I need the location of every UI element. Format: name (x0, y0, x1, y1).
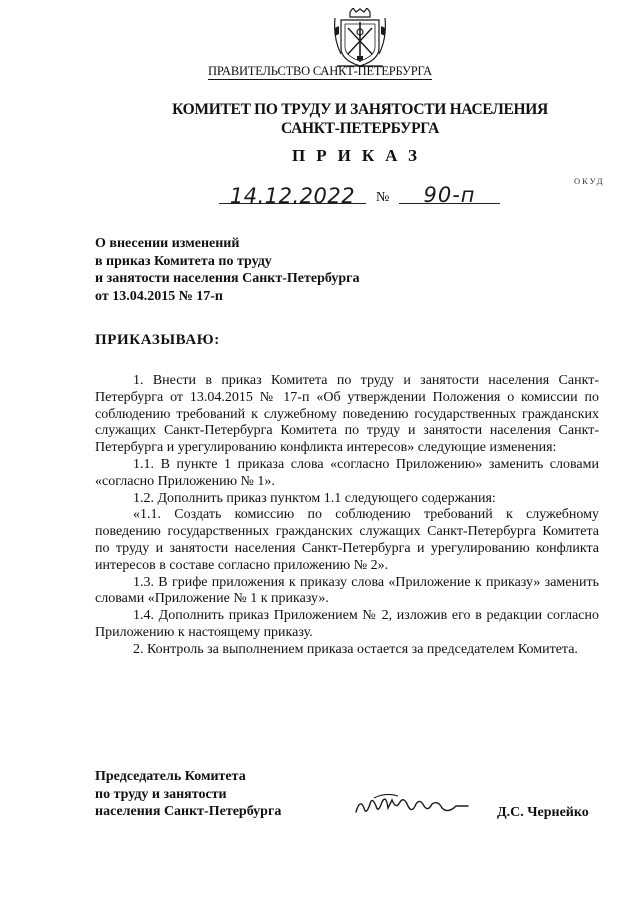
paragraph-1-2: 1.2. Дополнить приказ пунктом 1.1 следующего содержания: (133, 490, 496, 506)
subject-line: О внесении изменений (95, 236, 240, 251)
coat-of-arms-emblem (333, 8, 387, 68)
committee-title-line2: САНКТ-ПЕТЕРБУРГА (280, 120, 440, 137)
signatory-name: Д.С. Чернейко (497, 805, 589, 820)
order-subject (95, 235, 360, 305)
signatory-title-line: Председатель Комитета (95, 769, 246, 784)
order-body (95, 373, 599, 659)
document-type-title: ПРИКАЗ (292, 146, 428, 165)
order-number-handwritten: 90-п (423, 183, 476, 207)
subject-line: от 13.04.2015 № 17-п (95, 288, 223, 304)
order-word: ПРИКАЗЫВАЮ: (95, 332, 220, 348)
signatory-title-line: населения Санкт-Петербурга (95, 804, 282, 819)
signatory-title-line: по труду и занятости (95, 786, 227, 802)
number-sign: № (376, 190, 390, 205)
government-title: ПРАВИТЕЛЬСТВО САНКТ-ПЕТЕРБУРГА (208, 64, 432, 78)
paragraph-1-4: 1.4. Дополнить приказ Приложением № 2, изложив его в редакции согласно Приложению к настоящему приказу. (95, 608, 599, 640)
paragraph-1-2-quote: «1.1. Создать комиссию по соблюдению требований к служебному поведению государственных гражданских служащих Санкт-Петербурга Комитета по труду и занятости населения Санкт-Петербурга и урегулированию конфликта интересов в составе согласно приложению № 2». (95, 507, 599, 573)
signatory-title (95, 768, 281, 821)
paragraph-1: 1. Внести в приказ Комитета по труду и занятости населения Санкт-Петербурга от 13.04.2015 № 17-п «Об утверждении Положения о комиссии по соблюдению требований к служебному поведению государственных гражданских служащих Санкт-Петербурга Комитета по труду и занятости населения Санкт-Петербурга и урегулированию конфликта интересов» следующие изменения: (95, 373, 599, 456)
subject-line: в приказ Комитета по труду (95, 253, 272, 269)
handwritten-signature (352, 790, 470, 824)
paragraph-1-1: 1.1. В пункте 1 приказа слова «согласно Приложению» заменить словами «согласно Приложению № 1». (95, 456, 599, 489)
number-underline (399, 203, 500, 204)
okud-label: ОКУД (574, 176, 605, 186)
committee-title-line1: КОМИТЕТ ПО ТРУДУ И ЗАНЯТОСТИ НАСЕЛЕНИЯ (172, 101, 548, 118)
paragraph-2: 2. Контроль за выполнением приказа остается за председателем Комитета. (133, 641, 578, 657)
paragraph-1-3: 1.3. В грифе приложения к приказу слова «Приложение к приказу» заменить словами «Приложение № 1 к приказу». (95, 574, 599, 607)
subject-line: и занятости населения Санкт-Петербурга (95, 271, 360, 286)
order-date-handwritten: 14.12.2022 (229, 184, 356, 208)
date-underline (219, 203, 366, 204)
